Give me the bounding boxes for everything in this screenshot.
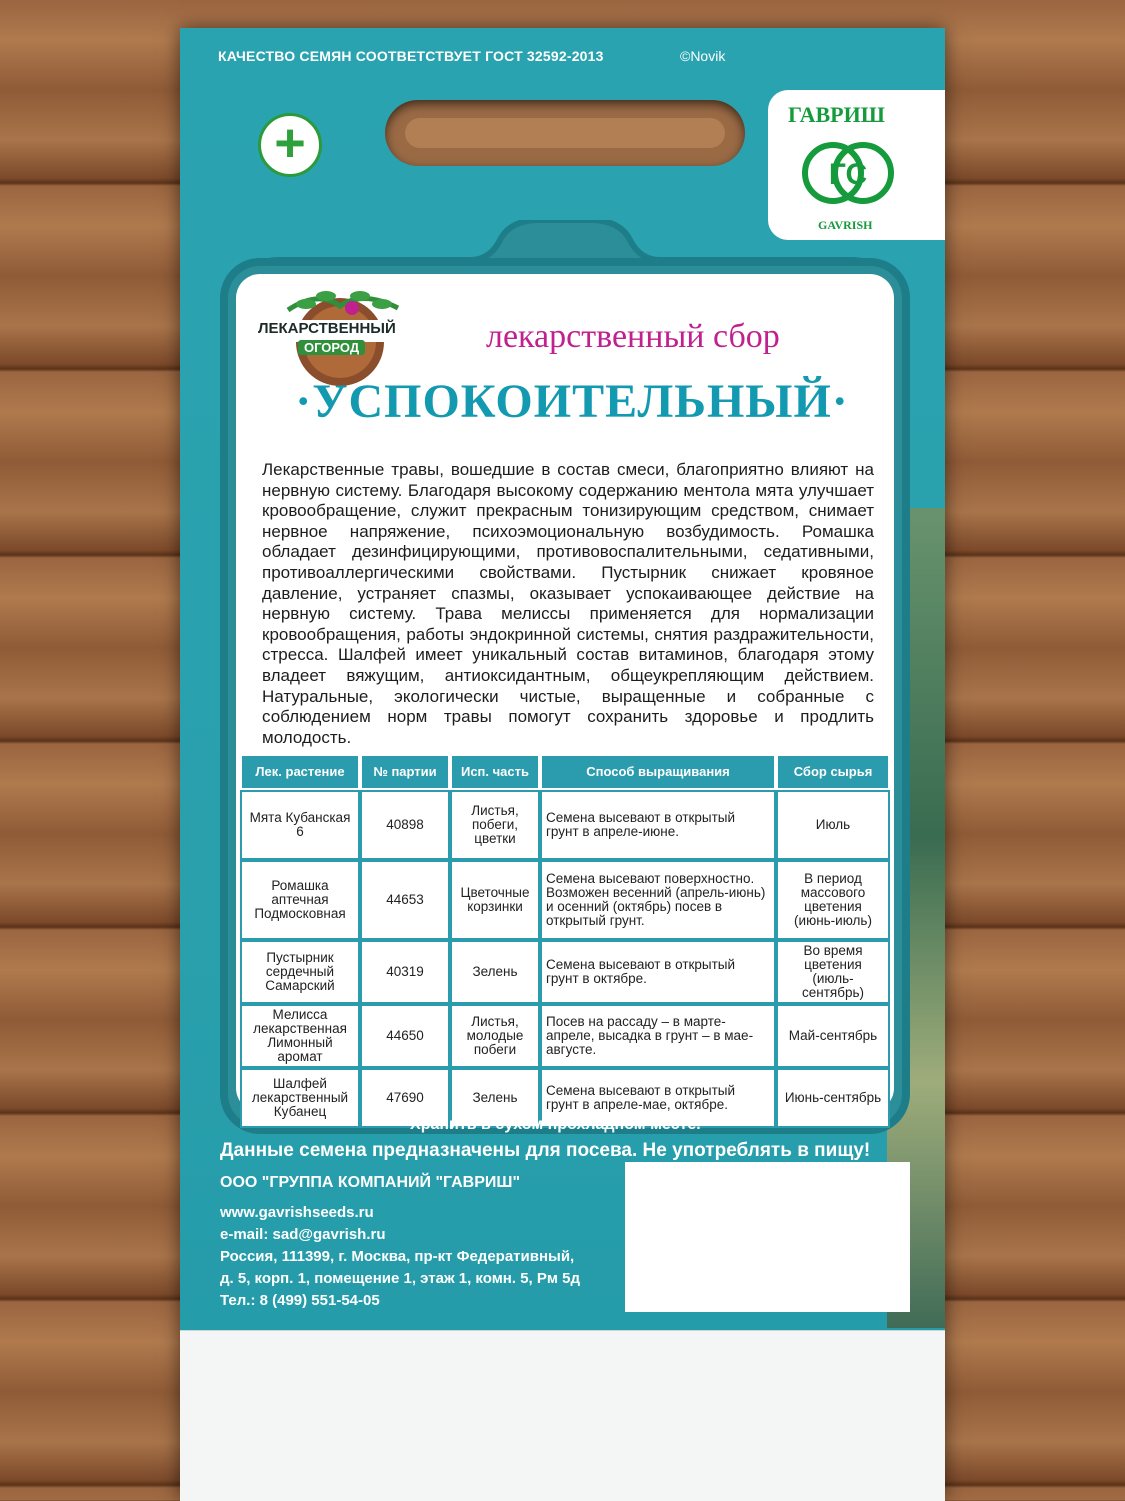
- medical-plus-icon: +: [258, 113, 322, 177]
- phone-text: Тел.: 8 (499) 551-54-05: [220, 1292, 380, 1309]
- copyright-text: ©Novik: [680, 48, 726, 64]
- email-text: e-mail: sad@gavrish.ru: [220, 1226, 386, 1243]
- header-method: Способ выращивания: [542, 756, 774, 788]
- brand-logo: [768, 90, 945, 240]
- cell-method: Семена высевают поверхностно. Возможен весенний (апрель-июнь) и осенний (октябрь) посев в открытый грунт.: [542, 862, 774, 938]
- header-harvest: Сбор сырья: [778, 756, 888, 788]
- packet-bottom-seal: [180, 1330, 945, 1501]
- product-description: Лекарственные травы, вошедшие в состав смеси, благоприятно влияют на нервную систему. Благодаря высокому содержанию ментола мята улучшает кровообращение, служит прекрасным тонизирующим средством, снимает нервное напряжение, психоэмоциональную возбудимость. Ромашка обладает дезинфицирующими, противовоспалительными, седативными, противоаллергическими свойствами. Пустырник снижает кровяное давление, устраняет спазмы, оказывает успокаивающее действие на нервную систему. Трава мелиссы применяется для нормализации кровообращения, работы эндокринной системы, снятия раздражительности, стресса. Шалфей имеет уникальный состав витаминов, благодаря этому владеет вяжущим, антиоксидантным, общеукрепляющим действием. Натуральные, экологически чистые, выращенные и собранные с соблюдением норм травы помогут сохранить здоровье и продлить молодость.: [262, 460, 874, 747]
- cell-part: Листья, молодые побеги: [452, 1006, 538, 1066]
- cell-method: Семена высевают в открытый грунт в октябре.: [542, 942, 774, 1002]
- cell-part: Цветочные корзинки: [452, 862, 538, 938]
- logo-text-line1: ЛЕКАРСТВЕННЫЙ: [258, 320, 396, 337]
- cell-batch: 44653: [362, 862, 448, 938]
- header-part: Исп. часть: [452, 756, 538, 788]
- cell-plant: Пустырник сердечный Самарский: [242, 942, 358, 1002]
- cell-batch: 40319: [362, 942, 448, 1002]
- cell-plant: Ромашка аптечная Подмосковная: [242, 862, 358, 938]
- cell-method: Семена высевают в открытый грунт в апреле-июне.: [542, 792, 774, 858]
- brand-mark-text: ГС: [828, 158, 868, 191]
- header-batch: № партии: [362, 756, 448, 788]
- quality-standard-text: КАЧЕСТВО СЕМЯН СООТВЕТСТВУЕТ ГОСТ 32592-2013: [218, 48, 604, 64]
- brand-name-ru: ГАВРИШ: [788, 102, 885, 127]
- website-text: www.gavrishseeds.ru: [220, 1204, 374, 1221]
- brand-mark-icon: [798, 136, 898, 210]
- cell-part: Зелень: [452, 942, 538, 1002]
- product-title: ·УСПОКОИТЕЛЬНЫЙ·: [295, 375, 849, 428]
- table-row: [242, 942, 888, 1002]
- cell-plant: Шалфей лекарственный Кубанец: [242, 1070, 358, 1126]
- address-line1: Россия, 111399, г. Москва, пр-кт Федеративный,: [220, 1248, 575, 1265]
- header-plant: Лек. растение: [242, 756, 358, 788]
- seed-packet: [180, 28, 945, 1500]
- table-row: [242, 862, 888, 938]
- product-subtitle: лекарственный сбор: [486, 318, 780, 355]
- cell-part: Зелень: [452, 1070, 538, 1126]
- cell-part: Листья, побеги, цветки: [452, 792, 538, 858]
- herb-table: [238, 752, 892, 1130]
- blank-stamp-area: [625, 1162, 910, 1312]
- cell-method: Семена высевают в открытый грунт в апреле-мае, октябре.: [542, 1070, 774, 1126]
- table-row: [242, 792, 888, 858]
- cell-plant: Мелисса лекарственная Лимонный аромат: [242, 1006, 358, 1066]
- cell-harvest: Июнь-сентябрь: [778, 1070, 888, 1126]
- hang-hole: [385, 100, 745, 166]
- cell-batch: 47690: [362, 1070, 448, 1126]
- cell-harvest: Май-сентябрь: [778, 1006, 888, 1066]
- cell-method: Посев на рассаду – в марте-апреле, высадка в грунт – в мае-августе.: [542, 1006, 774, 1066]
- cell-harvest: Июль: [778, 792, 888, 858]
- brand-name-en: GAVRISH: [818, 218, 873, 232]
- cell-batch: 44650: [362, 1006, 448, 1066]
- address-line2: д. 5, корп. 1, помещение 1, этаж 1, комн. 5, Рм 5д: [220, 1270, 580, 1287]
- contact-block: [220, 1202, 580, 1312]
- warning-text: Данные семена предназначены для посева. Не употреблять в пищу!: [220, 1140, 871, 1161]
- table-header-row: [242, 756, 888, 788]
- cell-harvest: В период массового цветения (июнь-июль): [778, 862, 888, 938]
- cell-plant: Мята Кубанская 6: [242, 792, 358, 858]
- company-name: ООО "ГРУППА КОМПАНИЙ "ГАВРИШ": [220, 1174, 521, 1191]
- storage-note: • Хранить в сухом прохладном месте.: [400, 1116, 701, 1133]
- info-panel: [236, 274, 894, 1119]
- cell-batch: 40898: [362, 792, 448, 858]
- logo-text-line2: ОГОРОД: [298, 340, 365, 355]
- cell-harvest: Во время цветения (июль-сентябрь): [778, 942, 888, 1002]
- table-row: [242, 1006, 888, 1066]
